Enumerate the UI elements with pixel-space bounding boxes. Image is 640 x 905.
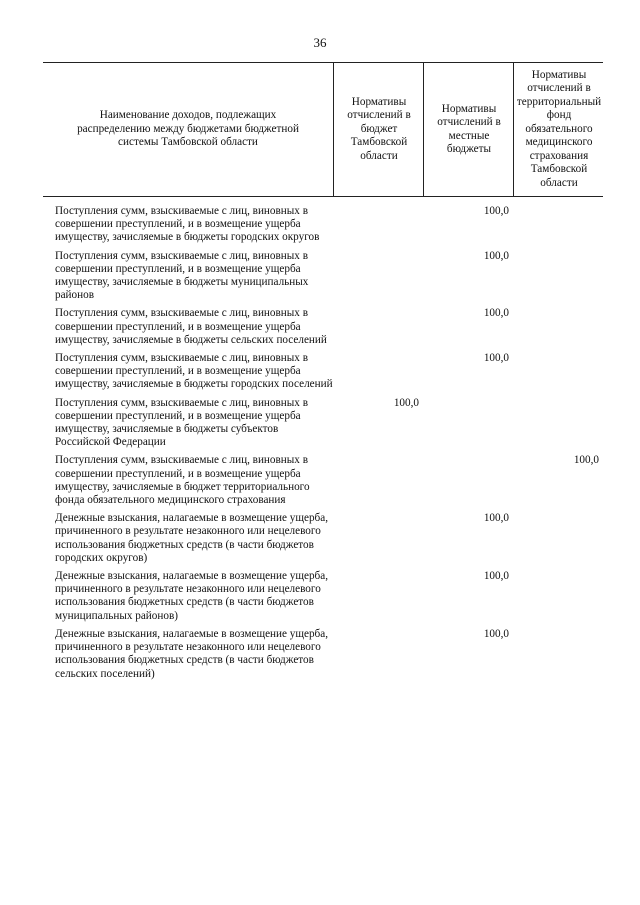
table-row — [43, 512, 603, 565]
table-row — [43, 397, 603, 450]
local-rate: 100,0 — [483, 627, 509, 640]
fund-rate — [513, 307, 603, 347]
regional-rate — [333, 352, 423, 392]
local-rate — [423, 454, 513, 507]
regional-rate — [333, 250, 423, 303]
fund-rate — [513, 628, 603, 681]
fund-rate — [513, 352, 603, 392]
regional-rate — [333, 512, 423, 565]
header-income-name: Наименование доходов, подлежащих распределению между бюджетами бюджетной системы Тамбовской области — [77, 109, 299, 149]
local-rate — [423, 397, 513, 450]
income-name: Поступления сумм, взыскиваемые с лиц, виновных в совершении преступлений, и в возмещение ущерба имуществу, зачисляемые в бюджеты субъектов Российской Федерации — [55, 396, 308, 449]
fund-rate — [513, 397, 603, 450]
regional-rate: 100,0 — [393, 396, 419, 409]
local-rate: 100,0 — [483, 307, 509, 320]
table-header — [43, 62, 603, 197]
income-name: Поступления сумм, взыскиваемые с лиц, виновных в совершении преступлений, и в возмещение ущерба имуществу, зачисляемые в бюджеты городских поселений — [55, 352, 333, 391]
regional-rate — [333, 570, 423, 623]
fund-rate: 100,0 — [573, 454, 599, 467]
header-local-budgets: Нормативы отчислений в местные бюджеты — [423, 63, 514, 196]
page-number: 36 — [313, 35, 327, 50]
table-row — [43, 628, 603, 681]
table-body — [43, 205, 603, 681]
table-row — [43, 352, 603, 392]
local-rate: 100,0 — [483, 512, 509, 525]
income-name: Денежные взыскания, налагаемые в возмещение ущерба, причиненного в результате незаконного или нецелевого использования бюджетных средств (в части бюджетов муниципальных районов) — [55, 570, 329, 622]
table-row — [43, 205, 603, 245]
local-rate: 100,0 — [483, 570, 509, 583]
fund-rate — [513, 205, 603, 245]
income-name: Денежные взыскания, налагаемые в возмещение ущерба, причиненного в результате незаконного или нецелевого использования бюджетных средств (в части бюджетов городских округов) — [55, 512, 329, 564]
income-name: Поступления сумм, взыскиваемые с лиц, виновных в совершении преступлений, и в возмещение ущерба имуществу, зачисляемые в бюджеты городских округов — [55, 205, 320, 244]
local-rate: 100,0 — [483, 352, 509, 365]
regional-rate — [333, 307, 423, 347]
regional-rate — [333, 628, 423, 681]
income-name: Поступления сумм, взыскиваемые с лиц, виновных в совершении преступлений, и в возмещение ущерба имуществу, зачисляемые в бюджет территориального фонда обязательного медицинского страхования — [55, 454, 310, 507]
local-rate: 100,0 — [483, 249, 509, 262]
regional-rate — [333, 205, 423, 245]
regional-rate — [333, 454, 423, 507]
table-row — [43, 250, 603, 303]
table-row — [43, 570, 603, 623]
income-name: Поступления сумм, взыскиваемые с лиц, виновных в совершении преступлений, и в возмещение ущерба имуществу, зачисляемые в бюджеты муниципальных районов — [55, 249, 309, 302]
table-row — [43, 307, 603, 347]
fund-rate — [513, 250, 603, 303]
revenue-distribution-table — [43, 62, 603, 686]
fund-rate — [513, 512, 603, 565]
header-regional-budget: Нормативы отчислений в бюджет Тамбовской области — [333, 63, 424, 196]
header-medical-insurance-fund: Нормативы отчислений в территориальный фонд обязательного медицинского страхования Тамбовской области — [513, 63, 604, 196]
local-rate: 100,0 — [483, 205, 509, 217]
fund-rate — [513, 570, 603, 623]
table-row — [43, 454, 603, 507]
income-name: Денежные взыскания, налагаемые в возмещение ущерба, причиненного в результате незаконного или нецелевого использования бюджетных средств (в части бюджетов сельских поселений) — [55, 627, 329, 680]
income-name: Поступления сумм, взыскиваемые с лиц, виновных в совершении преступлений, и в возмещение ущерба имуществу, зачисляемые в бюджеты сельских поселений — [55, 307, 327, 346]
